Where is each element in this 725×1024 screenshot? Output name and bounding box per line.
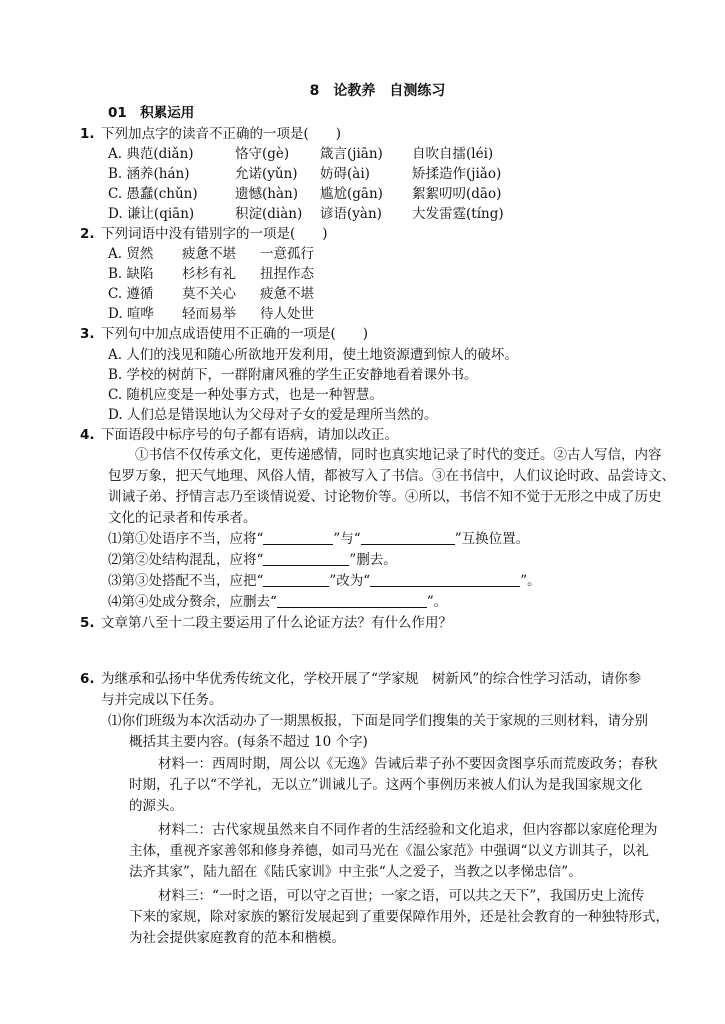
answer-blank[interactable] bbox=[370, 572, 520, 587]
subquestion-3 bbox=[108, 569, 541, 589]
answer-blank[interactable] bbox=[263, 530, 333, 545]
subquestion-text: ”与“ bbox=[333, 531, 361, 547]
option-cell: C. 遵循 bbox=[108, 286, 154, 302]
option-cell: B. 缺陷 bbox=[108, 266, 154, 282]
passage-line: 训诫子弟、抒情言志乃至谈情说爱、讨论物价等。④所以，书信不知不觉于无形之中成了历史 bbox=[108, 489, 662, 505]
question-4 bbox=[80, 423, 398, 443]
question-stem: 为继承和弘扬中华优秀传统文化，学校开展了“学家规 树新风”的综合性学习活动，请你参 bbox=[101, 671, 642, 687]
subquestion-text: ⑶第③处搭配不当，应把“ bbox=[108, 573, 264, 589]
option-cell: 大发雷霆(tíng) bbox=[412, 206, 504, 222]
subquestion-text: ⑷第④处成分赘余，应删去“ bbox=[108, 594, 277, 610]
option-cell: 絮絮叨叨(dāo) bbox=[412, 186, 502, 202]
question-number: 4. bbox=[80, 427, 95, 443]
question-stem: 下列加点字的读音不正确的一项是( ) bbox=[101, 126, 342, 142]
material-line: 法齐其家”，陆九韶在《陆氏家训》中主张“人之爱子，当教之以孝悌忠信”。 bbox=[129, 864, 582, 880]
answer-blank[interactable] bbox=[263, 551, 349, 566]
material-line: 材料三：“一时之语，可以守之百世；一家之语，可以共之天下”，我国历史上流传 bbox=[158, 888, 645, 904]
question-5 bbox=[80, 611, 452, 631]
passage-line: 包罗万象，把天气地理、风俗人情，都被写入了书信。③在书信中，人们议论时政、品尝诗文、 bbox=[108, 468, 675, 484]
passage-line: 文化的记录者和传承者。 bbox=[108, 510, 257, 526]
option-cell: 矫揉造作(jiǎo) bbox=[412, 166, 502, 182]
option-cell: C. 愚蠢(chǔn) bbox=[108, 186, 198, 202]
option-line: C. 随机应变是一种处事方式，也是一种智慧。 bbox=[108, 387, 383, 403]
option-cell: D. 谦让(qiān) bbox=[108, 206, 195, 222]
option-cell: B. 涵养(hán) bbox=[108, 166, 190, 182]
option-cell: 一意孤行 bbox=[260, 246, 314, 262]
question-number: 1. bbox=[80, 126, 95, 142]
option-cell: 箴言(jiān) bbox=[320, 146, 383, 162]
question-number: 2. bbox=[80, 226, 95, 242]
question-2 bbox=[80, 222, 328, 242]
question-number: 3. bbox=[80, 326, 95, 342]
material-line: 下来的家规，除对家族的繁衍发展起到了重要保障作用外，还是社会教育的一种独特形式， bbox=[129, 909, 669, 925]
option-cell: D. 喧哗 bbox=[108, 306, 154, 322]
option-cell: 尴尬(gān) bbox=[320, 186, 383, 202]
material-line: 材料二：古代家规虽然来自不同作者的生活经验和文化追求，但内容都以家庭伦理为 bbox=[158, 822, 658, 838]
question-stem: 文章第八至十二段主要运用了什么论证方法？有什么作用？ bbox=[101, 615, 452, 631]
subquestion-text: ”改为“ bbox=[329, 573, 371, 589]
option-cell: 莫不关心 bbox=[182, 286, 236, 302]
subquestion-text: ⑴你们班级为本次活动办了一期黑板报，下面是同学们搜集的关于家规的三则材料，请分别 bbox=[108, 713, 648, 729]
option-cell: 恪守(gè) bbox=[235, 146, 290, 162]
section-heading: 01 积累运用 bbox=[108, 105, 195, 121]
option-cell: 待人处世 bbox=[260, 306, 314, 322]
option-cell: 妨碍(ài) bbox=[320, 166, 370, 182]
subquestion-text: ⑵第②处结构混乱，应将“ bbox=[108, 552, 264, 568]
subquestion-4 bbox=[108, 590, 447, 610]
subquestion-1 bbox=[108, 527, 529, 547]
material-line: 主体，重视齐家善邻和修身养德，如司马光在《温公家范》中强调“以义方训其子，以礼 bbox=[129, 843, 649, 859]
option-cell: 扭捏作态 bbox=[260, 266, 314, 282]
option-cell: 轻而易举 bbox=[182, 306, 236, 322]
question-1 bbox=[80, 122, 341, 142]
option-cell: 允诺(yǔn) bbox=[235, 166, 298, 182]
option-cell: A. 贸然 bbox=[108, 246, 154, 262]
subquestion-2 bbox=[108, 548, 397, 568]
question-stem: 下列句中加点成语使用不正确的一项是( ) bbox=[101, 326, 369, 342]
material-line: 材料一：西周时期，周公以《无逸》告诫后辈子孙不要因贪图享乐而荒废政务；春秋 bbox=[158, 756, 658, 772]
answer-blank[interactable] bbox=[361, 530, 455, 545]
material-line: 时期，孔子以“不学礼，无以立”训诫儿子。这两个事例历来被人们认为是我国家规文化 bbox=[129, 777, 643, 793]
page-title: 8 论教养 自测练习 bbox=[309, 83, 446, 99]
option-cell: 疲惫不堪 bbox=[182, 246, 236, 262]
question-number: 5. bbox=[80, 615, 95, 631]
answer-blank[interactable] bbox=[263, 572, 329, 587]
answer-blank[interactable] bbox=[277, 593, 427, 608]
passage-line: ①书信不仅传承文化，更传递感情，同时也真实地记录了时代的变迁。②古人写信，内容 bbox=[135, 447, 662, 463]
question-stem-continued: 与并完成以下任务。 bbox=[101, 692, 223, 708]
question-number: 6. bbox=[80, 671, 95, 687]
option-line: D. 人们总是错误地认为父母对子女的爱是理所当然的。 bbox=[108, 407, 438, 423]
subquestion-text: ”。 bbox=[520, 573, 541, 589]
option-cell: 疲惫不堪 bbox=[260, 286, 314, 302]
question-stem: 下列词语中没有错别字的一项是( ) bbox=[101, 226, 328, 242]
subquestion-text: 概括其主要内容。(每条不超过 10 个字) bbox=[129, 734, 368, 750]
question-3 bbox=[80, 322, 368, 342]
option-cell: 自吹自擂(léi) bbox=[412, 146, 494, 162]
option-line: B. 学校的树荫下，一群附庸风雅的学生正安静地看着课外书。 bbox=[108, 367, 478, 383]
option-line: A. 人们的浅见和随心所欲地开发利用，使土地资源遭到惊人的破坏。 bbox=[108, 347, 518, 363]
option-cell: A. 典范(diǎn) bbox=[108, 146, 194, 162]
option-cell: 遗憾(hàn) bbox=[235, 186, 298, 202]
option-cell: 谚语(yàn) bbox=[320, 206, 382, 222]
subquestion-text: ”。 bbox=[426, 594, 448, 610]
material-line: 为社会提供家庭教育的范本和楷模。 bbox=[129, 930, 345, 946]
material-line: 的源头。 bbox=[129, 798, 183, 814]
subquestion-text: ⑴第①处语序不当，应将“ bbox=[108, 531, 264, 547]
question-stem: 下面语段中标序号的句子都有语病，请加以改正。 bbox=[101, 427, 398, 443]
subquestion-text: ”互换位置。 bbox=[454, 531, 530, 547]
option-cell: 杉杉有礼 bbox=[182, 266, 236, 282]
question-6 bbox=[80, 667, 641, 687]
option-cell: 积淀(diàn) bbox=[235, 206, 303, 222]
subquestion-text: ”删去。 bbox=[349, 552, 397, 568]
